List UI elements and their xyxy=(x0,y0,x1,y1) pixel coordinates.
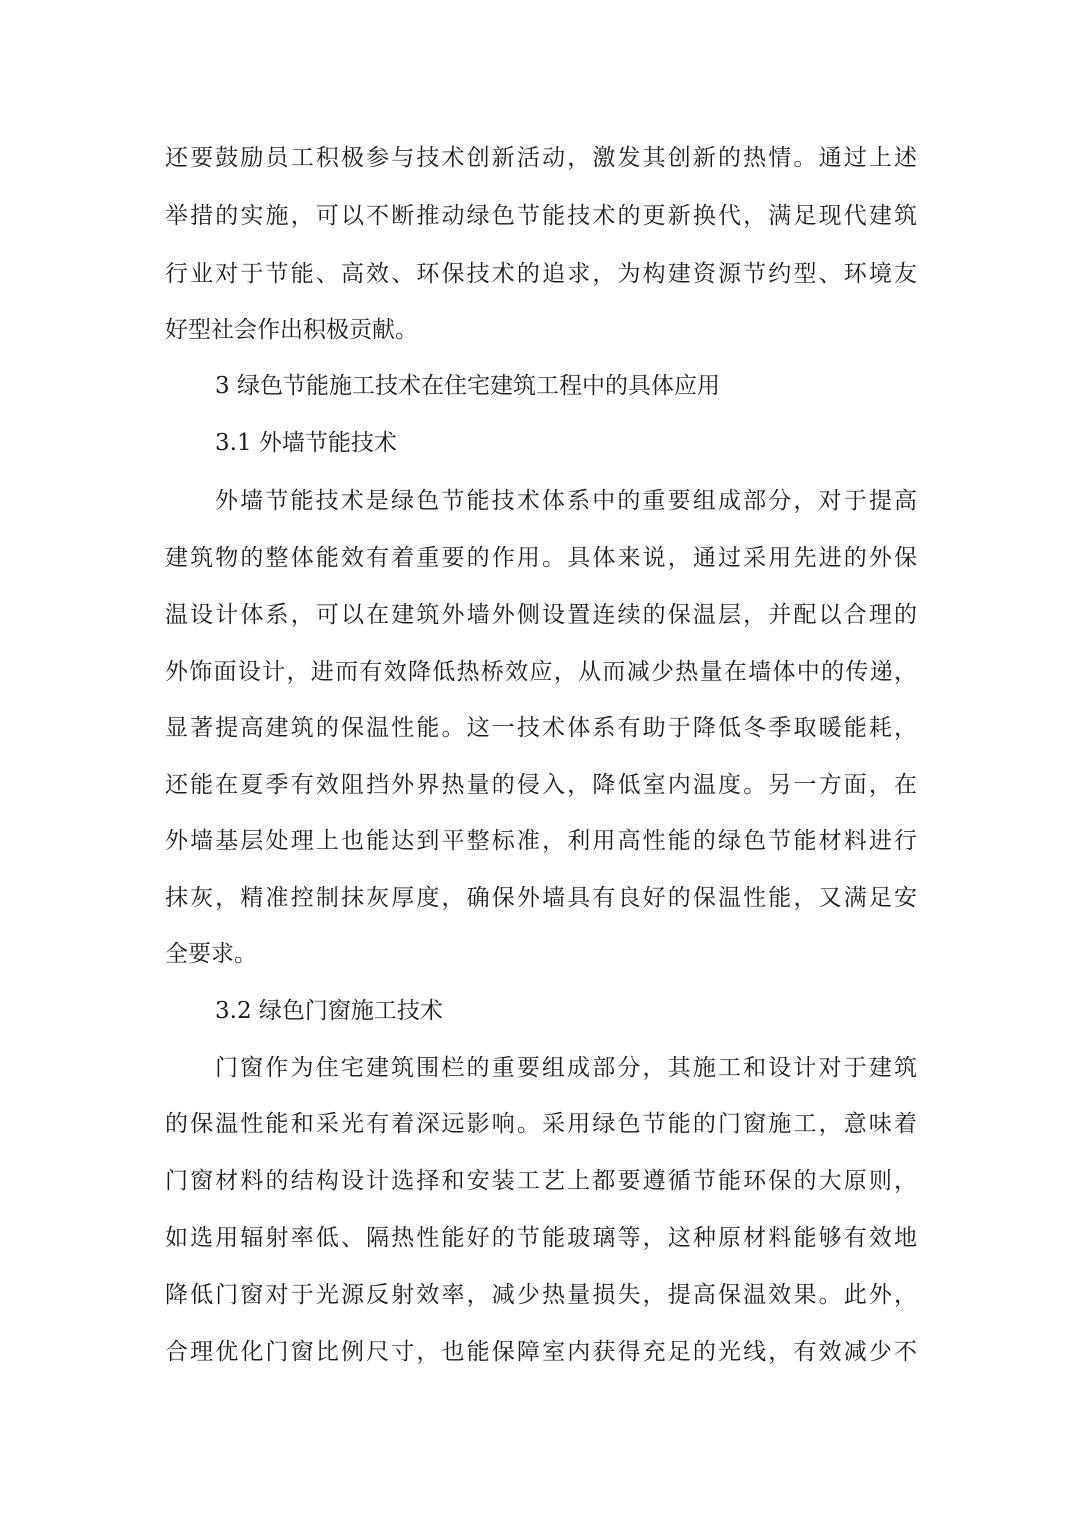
body-text-line: 外饰面设计，进而有效降低热桥效应，从而减少热量在墙体中的传递， xyxy=(165,659,917,685)
body-text-line: 降低门窗对于光源反射效率，减少热量损失，提高保温效果。此外， xyxy=(165,1282,917,1308)
body-text-line: 举措的实施，可以不断推动绿色节能技术的更新换代，满足现代建筑 xyxy=(165,203,917,229)
body-text-line: 门窗材料的结构设计选择和安装工艺上都要遵循节能环保的大原则， xyxy=(165,1168,917,1194)
body-text-line: 好型社会作出积极贡献。 xyxy=(165,317,418,343)
subsection-heading: 3.1 外墙节能技术 xyxy=(215,430,397,456)
subsection-heading: 3.2 绿色门窗施工技术 xyxy=(215,998,443,1024)
body-text-line: 如选用辐射率低、隔热性能好的节能玻璃等，这种原材料能够有效地 xyxy=(165,1225,917,1251)
body-text-line: 显著提高建筑的保温性能。这一技术体系有助于降低冬季取暖能耗， xyxy=(165,715,917,741)
body-text-line: 全要求。 xyxy=(165,941,257,967)
body-text-line: 外墙节能技术是绿色节能技术体系中的重要组成部分，对于提高 xyxy=(215,488,917,514)
body-text-line: 行业对于节能、高效、环保技术的追求，为构建资源节约型、环境友 xyxy=(165,261,917,287)
body-text-line: 还能在夏季有效阻挡外界热量的侵入，降低室内温度。另一方面，在 xyxy=(165,772,917,798)
section-heading: 3 绿色节能施工技术在住宅建筑工程中的具体应用 xyxy=(215,373,720,399)
body-text-line: 抹灰，精准控制抹灰厚度，确保外墙具有良好的保温性能，又满足安 xyxy=(165,885,917,911)
body-text-line: 还要鼓励员工积极参与技术创新活动，激发其创新的热情。通过上述 xyxy=(165,145,917,171)
body-text-line: 温设计体系，可以在建筑外墙外侧设置连续的保温层，并配以合理的 xyxy=(165,602,917,628)
body-text-line: 的保温性能和采光有着深远影响。采用绿色节能的门窗施工，意味着 xyxy=(165,1111,917,1137)
body-text-line: 建筑物的整体能效有着重要的作用。具体来说，通过采用先进的外保 xyxy=(165,545,917,571)
body-text-line: 外墙基层处理上也能达到平整标准，利用高性能的绿色节能材料进行 xyxy=(165,828,917,854)
body-text-line: 合理优化门窗比例尺寸，也能保障室内获得充足的光线，有效减少不 xyxy=(165,1339,917,1365)
body-text-line: 门窗作为住宅建筑围栏的重要组成部分，其施工和设计对于建筑 xyxy=(215,1055,917,1081)
